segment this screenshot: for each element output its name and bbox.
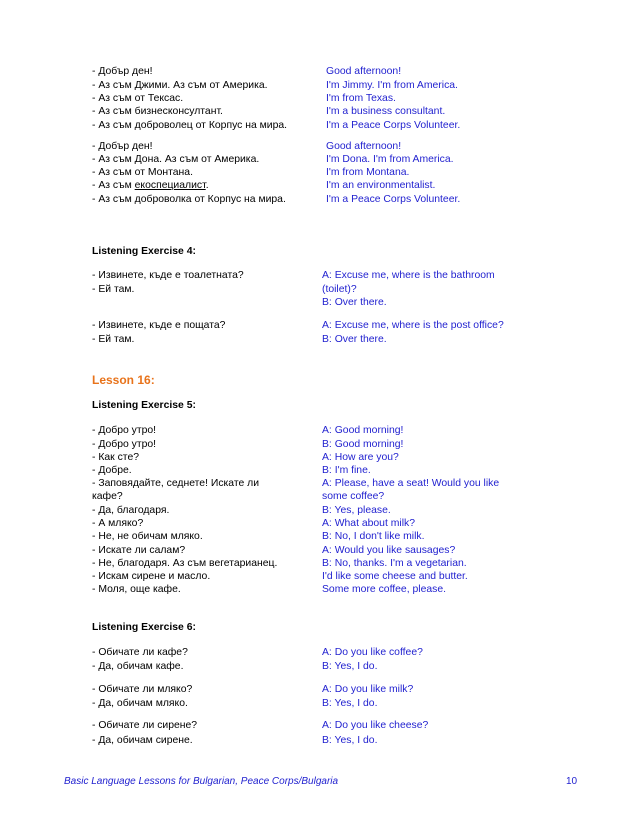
ex4-bg-line: - Извинете, къде е тоалетната? xyxy=(92,270,244,281)
block2-en-line: I'm Dona. I'm from America. xyxy=(326,154,454,165)
ex5-bg-line: - Добро утро! xyxy=(92,439,157,450)
ex6-bg-line: - Да, обичам сирене. xyxy=(92,735,193,746)
ex6-en-line: A: Do you like coffee? xyxy=(322,647,423,658)
block1-en-line: Good afternoon! xyxy=(326,66,402,77)
ex4-en-line: B: Over there. xyxy=(322,334,387,345)
ex5-en-line: B: No, I don't like milk. xyxy=(322,531,425,542)
exercise-4-heading: Listening Exercise 4: xyxy=(92,246,196,257)
page-number: 10 xyxy=(566,776,578,787)
ex5-en-line: A: Would you like sausages? xyxy=(322,545,456,556)
ex5-bg-line: - Моля, още кафе. xyxy=(92,584,181,595)
ex6-bg-line: - Обичате ли мляко? xyxy=(92,684,193,695)
ex4-en-line: (toilet)? xyxy=(322,284,357,295)
ex5-bg-line: - Заповядайте, седнете! Искате ли xyxy=(92,478,260,489)
ex6-en-line: B: Yes, I do. xyxy=(322,735,378,746)
ex6-en-line: B: Yes, I do. xyxy=(322,661,378,672)
block1-bg-line: - Аз съм доброволец от Корпус на мира. xyxy=(92,120,288,131)
block2-bg-line: - Аз съм от Монтана. xyxy=(92,167,193,178)
block1-en-line: I'm a Peace Corps Volunteer. xyxy=(326,120,461,131)
ex5-en-line: some coffee? xyxy=(322,491,385,502)
ex4-bg-line: - Извинете, къде е пощата? xyxy=(92,320,226,331)
block2-bg-line: - Аз съм доброволка от Корпус на мира. xyxy=(92,194,286,205)
ex4-bg-line: - Ей там. xyxy=(92,284,135,295)
block1-bg-line: - Аз съм бизнесконсултант. xyxy=(92,106,223,117)
ex5-en-line: A: What about milk? xyxy=(322,518,415,529)
exercise-5-heading: Listening Exercise 5: xyxy=(92,400,196,411)
ex5-en-line: B: No, thanks. I'm a vegetarian. xyxy=(322,558,467,569)
exercise-6-heading: Listening Exercise 6: xyxy=(92,622,196,633)
block2-en-line: I'm from Montana. xyxy=(326,167,410,178)
block1-bg-line: - Аз съм от Тексас. xyxy=(92,93,184,104)
block1-en-line: I'm Jimmy. I'm from America. xyxy=(326,80,458,91)
ex4-bg-line: - Ей там. xyxy=(92,334,135,345)
block1-bg-line: - Аз съм Джими. Аз съм от Америка. xyxy=(92,80,268,91)
block2-bg-line: - Аз съм Дона. Аз съм от Америка. xyxy=(92,154,260,165)
ex6-bg-line: - Обичате ли кафе? xyxy=(92,647,188,658)
block2-en-line: I'm an environmentalist. xyxy=(326,180,436,191)
block2-bg-line-underlined xyxy=(92,180,209,192)
ex6-en-line: A: Do you like cheese? xyxy=(322,720,429,731)
block1-en-line: I'm a business consultant. xyxy=(326,106,446,117)
ex5-en-line: A: Good morning! xyxy=(322,425,404,436)
ex5-bg-line: - Добре. xyxy=(92,465,132,476)
ex5-en-line: B: Good morning! xyxy=(322,439,404,450)
ex5-en-line: Some more coffee, please. xyxy=(322,584,446,595)
underlined-word: екоспециалист xyxy=(134,180,206,191)
ex6-bg-line: - Да, обичам мляко. xyxy=(92,698,188,709)
block1-en-line: I'm from Texas. xyxy=(326,93,396,104)
ex6-bg-line: - Обичате ли сирене? xyxy=(92,720,198,731)
ex6-en-line: A: Do you like milk? xyxy=(322,684,414,695)
ex5-en-line: B: I'm fine. xyxy=(322,465,371,476)
ex5-bg-line: кафе? xyxy=(92,491,123,502)
ex6-en-line: B: Yes, I do. xyxy=(322,698,378,709)
ex4-en-line: A: Excuse me, where is the bathroom xyxy=(322,270,495,281)
ex4-en-line: B: Over there. xyxy=(322,297,387,308)
ex4-en-line: A: Excuse me, where is the post office? xyxy=(322,320,504,331)
ex5-en-line: A: Please, have a seat! Would you like xyxy=(322,478,500,489)
block2-en-line: I'm a Peace Corps Volunteer. xyxy=(326,194,461,205)
block2-en-line: Good afternoon! xyxy=(326,141,402,152)
ex6-bg-line: - Да, обичам кафе. xyxy=(92,661,184,672)
ex5-en-line: B: Yes, please. xyxy=(322,505,391,516)
block2-bg-prefix: - Аз съм xyxy=(92,180,135,191)
ex5-bg-line: - Искате ли салам? xyxy=(92,545,186,556)
ex5-en-line: I'd like some cheese and butter. xyxy=(322,571,468,582)
block1-bg-line: - Добър ден! xyxy=(92,66,153,77)
ex5-en-line: A: How are you? xyxy=(322,452,399,463)
lesson-title: Lesson 16: xyxy=(92,373,155,387)
ex5-bg-line: - Добро утро! xyxy=(92,425,157,436)
ex5-bg-line: - Да, благодаря. xyxy=(92,505,170,516)
ex5-bg-line: - Как сте? xyxy=(92,452,140,463)
block2-bg-line: - Добър ден! xyxy=(92,141,153,152)
ex5-bg-line: - Не, не обичам мляко. xyxy=(92,531,203,542)
block2-bg-suffix: . xyxy=(205,180,209,191)
ex5-bg-line: - Не, благодаря. Аз съм вегетарианец. xyxy=(92,558,278,569)
ex5-bg-line: - Искам сирене и масло. xyxy=(92,571,211,582)
ex5-bg-line: - А мляко? xyxy=(92,518,144,529)
footer-title: Basic Language Lessons for Bulgarian, Peace Corps/Bulgaria xyxy=(64,776,339,787)
